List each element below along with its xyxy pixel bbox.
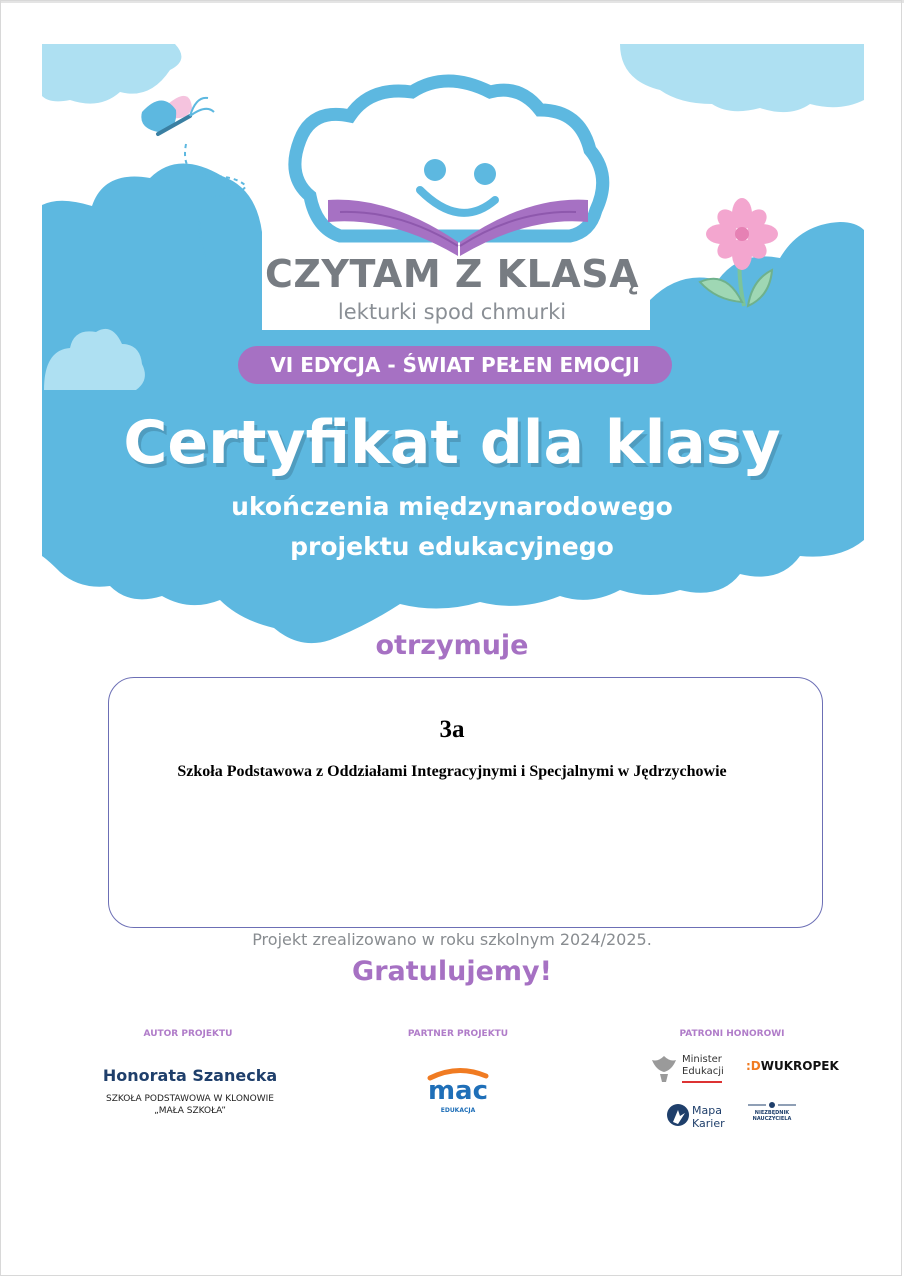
mac-logo-word: mac xyxy=(427,1076,489,1106)
certificate-title: Certyfikat dla klasy xyxy=(123,408,781,478)
brand-title: CZYTAM Z KLASĄ xyxy=(264,252,639,296)
niezbednik-line1: NIEZBĘDNIK xyxy=(754,1110,790,1116)
realized-note: Projekt zrealizowano w roku szkolnym 2024/2025. xyxy=(252,930,652,949)
author-school-line1: SZKOŁA PODSTAWOWA W KLONOWIE xyxy=(106,1094,274,1104)
class-name: 3a xyxy=(439,716,465,743)
certificate-subtitle-line2: projektu edukacyjnego xyxy=(290,532,614,561)
edition-badge: VI EDYCJA - ŚWIAT PEŁEN EMOCJI xyxy=(238,346,672,384)
receives-label: otrzymuje xyxy=(375,630,529,661)
author-label: AUTOR PROJEKTU xyxy=(143,1029,233,1039)
school-name: Szkoła Podstawowa z Oddziałami Integracyjnymi i Specjalnymi w Jędrzychowie xyxy=(177,763,727,780)
partner-label: PARTNER PROJEKTU xyxy=(407,1029,509,1039)
congratulations: Gratulujemy! xyxy=(352,956,552,987)
brand-subtitle: lekturki spod chmurki xyxy=(337,300,567,324)
certificate-subtitle-line1: ukończenia międzynarodowego xyxy=(231,492,673,521)
mapa-line2: Karier xyxy=(692,1117,725,1130)
dwukropek-dots: :D xyxy=(746,1059,761,1073)
mapa-line1: Mapa xyxy=(692,1104,722,1117)
minister-line1: Minister xyxy=(682,1054,722,1065)
dwukropek-word: WUKROPEK xyxy=(760,1059,839,1073)
minister-line2: Edukacji xyxy=(682,1066,724,1077)
niezbednik-line2: NAUCZYCIELA xyxy=(752,1116,792,1122)
mac-logo-sub: EDUKACJA xyxy=(440,1107,476,1114)
author-school-line2: „MAŁA SZKOŁA” xyxy=(154,1106,226,1116)
patrons-label: PATRONI HONOROWI xyxy=(679,1029,785,1039)
author-name: Honorata Szanecka xyxy=(102,1066,278,1085)
